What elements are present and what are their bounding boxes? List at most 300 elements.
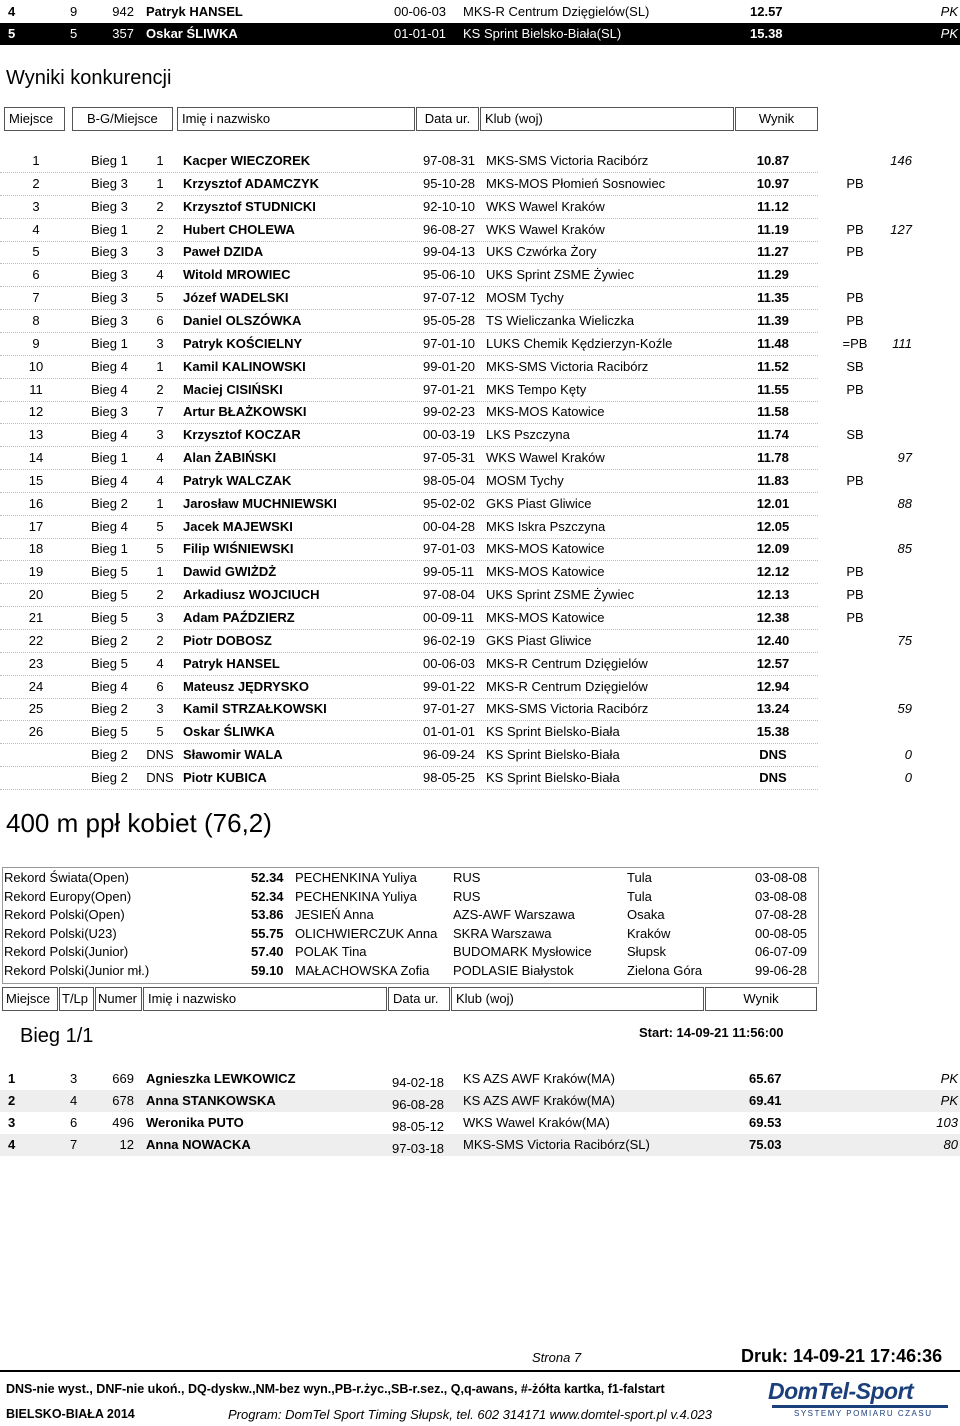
row-dob: 01-01-01 <box>394 26 447 41</box>
row-heat: Bieg 3 <box>91 198 128 214</box>
row-heat-place: 1 <box>156 153 164 168</box>
row-place: 20 <box>28 587 44 603</box>
record-label: Rekord Europy(Open) <box>4 888 132 904</box>
table-row <box>0 264 960 287</box>
row-lane: 3 <box>70 1071 78 1086</box>
row-club: UKS Czwórka Żory <box>486 244 597 260</box>
row-result: 11.58 <box>757 404 789 420</box>
row-name: Arkadiusz WOJCIUCH <box>183 587 320 603</box>
table-row <box>0 721 960 744</box>
record-club: RUS <box>453 870 481 885</box>
heat-row <box>0 1112 960 1134</box>
row-points: 0 <box>904 747 912 763</box>
row-dob: 01-01-01 <box>423 724 476 740</box>
row-place: 1 <box>32 153 40 168</box>
row-dob: 98-05-04 <box>423 472 476 488</box>
row-result: 10.97 <box>756 175 790 191</box>
row-result: DNS <box>759 747 787 763</box>
row-dob: 00-04-28 <box>423 518 476 534</box>
row-place: 1 <box>8 1071 16 1086</box>
table-row <box>0 196 960 219</box>
row-dob: 99-04-13 <box>423 244 476 260</box>
print-timestamp: Druk: 14-09-21 17:46:36 <box>741 1346 943 1366</box>
row-name: Jarosław MUCHNIEWSKI <box>183 495 337 511</box>
row-dob: 95-02-02 <box>423 495 476 511</box>
row-heat-place: 3 <box>156 701 164 717</box>
record-time: 52.34 <box>251 870 284 885</box>
row-heat: Bieg 2 <box>91 769 128 785</box>
row-dob: 96-09-24 <box>423 747 476 763</box>
heat-title: Bieg 1/1 <box>20 1025 94 1047</box>
row-place: 5 <box>32 244 40 260</box>
row-result: 11.48 <box>757 335 789 351</box>
page-number: Strona 7 <box>532 1350 582 1365</box>
row-club: MKS-SMS Victoria Racibórz <box>486 701 649 717</box>
row-lane: 9 <box>70 4 78 19</box>
row-dob: 92-10-10 <box>423 198 476 214</box>
row-name: Daniel OLSZÓWKA <box>183 312 302 328</box>
row-name: Patryk WALCZAK <box>183 472 292 488</box>
row-place: 25 <box>28 701 44 717</box>
row-heat-place: 3 <box>156 335 164 351</box>
row-club: UKS Sprint ZSME Żywiec <box>486 267 635 283</box>
row-heat-place: 3 <box>156 610 164 625</box>
row-points: 88 <box>897 495 912 511</box>
row-name: Patryk HANSEL <box>146 4 243 19</box>
row-dob: 94-02-18 <box>392 1075 445 1090</box>
row-result: 12.09 <box>756 541 790 557</box>
record-label: Rekord Polski(Junior mł.) <box>4 963 150 978</box>
row-result: 69.53 <box>749 1115 782 1130</box>
row-name: Alan ŻABIŃSKI <box>183 450 277 466</box>
row-result: 11.19 <box>757 221 789 237</box>
record-club: SKRA Warszawa <box>453 925 552 941</box>
row-club: MKS-MOS Katowice <box>486 564 605 580</box>
top-row <box>0 1 960 23</box>
table-row <box>0 630 960 653</box>
row-heat-place: 2 <box>156 381 164 397</box>
row-points: 0 <box>904 769 912 785</box>
heat-row <box>0 1068 960 1090</box>
record-row <box>0 925 815 944</box>
row-place: 8 <box>32 312 40 328</box>
record-place: Tula <box>627 870 652 885</box>
row-result: 10.87 <box>756 153 790 168</box>
row-heat: Bieg 2 <box>91 701 128 717</box>
event-title: 400 m ppł kobiet (76,2) <box>6 808 272 838</box>
table-row <box>0 561 960 584</box>
row-note: PK <box>940 4 958 19</box>
record-row <box>0 869 815 888</box>
table-row <box>0 607 960 630</box>
row-place: 11 <box>29 381 43 397</box>
heat-col-result: Wynik <box>705 987 817 1011</box>
record-date: 03-08-08 <box>755 870 808 885</box>
row-heat-place: 1 <box>156 358 164 374</box>
row-dob: 97-05-31 <box>423 450 476 466</box>
row-note: PB <box>846 221 864 237</box>
row-dob: 97-08-31 <box>423 153 476 168</box>
row-club: WKS Wawel Kraków <box>486 198 605 214</box>
row-heat: Bieg 1 <box>91 221 128 237</box>
row-name: Krzysztof KOCZAR <box>183 427 301 443</box>
row-note: 80 <box>943 1137 958 1152</box>
row-result: 12.94 <box>756 678 790 694</box>
row-heat: Bieg 2 <box>91 747 128 763</box>
row-name: Adam PAŹDZIERZ <box>183 610 295 625</box>
row-result: 69.41 <box>749 1093 782 1108</box>
row-club: WKS Wawel Kraków(MA) <box>463 1115 610 1130</box>
row-result: 11.83 <box>757 472 789 488</box>
row-dob: 98-05-25 <box>423 769 476 785</box>
row-heat: Bieg 3 <box>91 290 128 306</box>
col-header-result: Wynik <box>735 107 818 131</box>
row-club: UKS Sprint ZSME Żywiec <box>486 587 635 603</box>
row-club: WKS Wawel Kraków <box>486 450 605 466</box>
row-place: 23 <box>28 655 44 671</box>
table-row <box>0 470 960 493</box>
row-heat-place: 2 <box>156 632 164 648</box>
col-header-club: Klub (woj) <box>480 107 734 131</box>
table-row <box>0 150 960 173</box>
row-heat-place: 6 <box>156 678 164 694</box>
row-club: LKS Pszczyna <box>486 427 570 443</box>
row-name: Maciej CISIŃSKI <box>183 381 283 397</box>
row-heat: Bieg 1 <box>91 450 128 466</box>
row-heat-place: 3 <box>156 244 164 260</box>
row-dob: 99-01-22 <box>423 678 476 694</box>
row-place: 14 <box>28 450 44 466</box>
row-note: 103 <box>936 1115 958 1130</box>
row-place: 6 <box>32 267 40 283</box>
row-club: MOSM Tychy <box>486 472 564 488</box>
row-place: 3 <box>8 1115 16 1130</box>
row-club: MKS-R Centrum Dzięgielów(SL) <box>463 4 650 19</box>
row-dob: 99-02-23 <box>423 404 476 420</box>
row-club: MKS-R Centrum Dzięgielów <box>486 655 648 671</box>
row-heat: Bieg 4 <box>91 472 128 488</box>
row-dob: 99-05-11 <box>423 564 475 580</box>
row-result: 12.57 <box>750 4 783 19</box>
row-note: PB <box>846 175 864 191</box>
row-note: SB <box>846 358 864 374</box>
heat-col-name: Imię i nazwisko <box>143 987 387 1011</box>
row-club: MKS Iskra Pszczyna <box>486 518 606 534</box>
row-heat-place: 4 <box>156 267 164 283</box>
row-club: KS Sprint Bielsko-Biała <box>486 769 620 785</box>
row-dob: 99-01-20 <box>423 358 476 374</box>
row-place: 2 <box>32 175 40 191</box>
row-name: Oskar ŚLIWKA <box>146 26 238 41</box>
footer-city: BIELSKO-BIAŁA 2014 <box>6 1407 135 1421</box>
record-holder: PECHENKINA Yuliya <box>295 888 417 904</box>
table-row <box>0 424 960 447</box>
row-place: 16 <box>28 495 44 511</box>
row-result: 11.35 <box>757 290 789 306</box>
record-place: Osaka <box>627 907 665 923</box>
row-place: 22 <box>28 632 44 648</box>
row-club: TS Wieliczanka Wieliczka <box>486 312 635 328</box>
row-bib: 357 <box>112 26 134 41</box>
row-club: MKS-R Centrum Dzięgielów <box>486 678 648 694</box>
table-row <box>0 584 960 607</box>
row-bib: 12 <box>119 1137 134 1152</box>
record-date: 07-08-28 <box>755 907 808 923</box>
row-dob: 97-01-10 <box>423 335 476 351</box>
row-name: Piotr DOBOSZ <box>183 632 272 648</box>
row-heat: Bieg 5 <box>91 724 128 740</box>
record-place: Tula <box>627 888 652 904</box>
row-dob: 00-06-03 <box>394 4 447 19</box>
table-row <box>0 310 960 333</box>
row-place: 10 <box>28 358 44 374</box>
row-note: PK <box>940 1071 958 1086</box>
record-time: 59.10 <box>251 963 284 978</box>
row-name: Dawid GWIŻDŻ <box>183 564 277 580</box>
row-club: MOSM Tychy <box>486 290 564 306</box>
table-row <box>0 287 960 310</box>
record-place: Zielona Góra <box>627 963 703 978</box>
row-result: 12.05 <box>756 518 790 534</box>
row-name: Krzysztof STUDNICKI <box>183 198 316 214</box>
record-label: Rekord Polski(U23) <box>4 925 117 941</box>
table-row <box>0 698 960 721</box>
row-name: Sławomir WALA <box>183 747 283 763</box>
row-club: WKS Wawel Kraków <box>486 221 605 237</box>
row-name: Jacek MAJEWSKI <box>183 518 293 534</box>
row-club: KS Sprint Bielsko-Biała(SL) <box>463 26 622 41</box>
record-time: 57.40 <box>251 944 284 960</box>
row-dob: 00-03-19 <box>423 427 476 443</box>
record-date: 06-07-09 <box>755 944 808 960</box>
table-row <box>0 219 960 242</box>
record-club: AZS-AWF Warszawa <box>453 907 575 923</box>
row-heat-place: 1 <box>156 175 164 191</box>
record-place: Słupsk <box>627 944 667 960</box>
row-name: Krzysztof ADAMCZYK <box>183 175 320 191</box>
row-points: 146 <box>890 153 912 168</box>
row-place: 5 <box>8 26 16 41</box>
row-name: Oskar ŚLIWKA <box>183 724 275 740</box>
row-points: 85 <box>897 541 912 557</box>
row-heat: Bieg 3 <box>91 404 128 420</box>
heat-start-time: Start: 14-09-21 11:56:00 <box>639 1025 784 1040</box>
record-row <box>0 888 815 907</box>
row-club: MKS-SMS Victoria Racibórz <box>486 153 649 168</box>
row-heat-place: 2 <box>156 221 164 237</box>
row-result: 11.55 <box>757 381 789 397</box>
row-lane: 4 <box>70 1093 78 1108</box>
row-heat-place: 2 <box>156 198 164 214</box>
record-time: 52.34 <box>251 888 284 904</box>
row-points: 59 <box>897 701 912 717</box>
row-club: MKS-MOS Katowice <box>486 404 605 420</box>
row-heat-place: 5 <box>156 541 164 557</box>
row-dob: 95-10-28 <box>423 175 476 191</box>
row-result: 11.39 <box>757 312 789 328</box>
row-place: 2 <box>8 1093 16 1108</box>
record-time: 55.75 <box>251 925 284 941</box>
row-heat-place: 4 <box>156 655 164 671</box>
row-club: MKS-MOS Katowice <box>486 541 605 557</box>
record-club: RUS <box>453 888 481 904</box>
row-heat-place: 7 <box>156 404 164 420</box>
row-points: 127 <box>890 221 912 237</box>
row-place: 7 <box>32 290 40 306</box>
row-heat: Bieg 1 <box>91 541 128 557</box>
row-place: 4 <box>8 1137 16 1152</box>
top-row <box>0 23 960 45</box>
logo-subtitle: SYSTEMY POMIARU CZASU <box>794 1409 933 1418</box>
row-club: MKS-MOS Płomień Sosnowiec <box>486 175 666 191</box>
row-bib: 496 <box>112 1115 134 1130</box>
row-note: PB <box>846 244 864 260</box>
row-heat: Bieg 3 <box>91 267 128 283</box>
row-heat-place: 5 <box>156 724 164 740</box>
record-label: Rekord Świata(Open) <box>4 870 129 885</box>
row-name: Patryk HANSEL <box>183 655 280 671</box>
row-heat: Bieg 3 <box>91 312 128 328</box>
row-dob: 00-06-03 <box>423 655 476 671</box>
legend-text: DNS-nie wyst., DNF-nie ukoń., DQ-dyskw.,NM-bez wyn.,PB-r.życ.,SB-r.sez., Q,q-awans, #-żółta kartka, f1-falstart <box>6 1382 665 1396</box>
table-row <box>0 379 960 402</box>
record-holder: JESIEŃ Anna <box>295 907 374 923</box>
footer-divider <box>0 1370 960 1372</box>
row-name: Kamil KALINOWSKI <box>183 358 306 374</box>
table-row <box>0 447 960 470</box>
domtel-logo <box>768 1378 954 1422</box>
row-dob: 97-01-03 <box>423 541 476 557</box>
row-lane: 7 <box>70 1137 78 1152</box>
col-header-heat: B-G/Miejsce <box>72 107 173 131</box>
table-row <box>0 241 960 264</box>
table-row <box>0 356 960 379</box>
row-name: Artur BŁAŻKOWSKI <box>183 404 307 420</box>
record-time: 53.86 <box>251 907 284 923</box>
row-divider <box>0 789 818 790</box>
row-heat-place: 1 <box>156 495 164 511</box>
heat-col-dob: Data ur. <box>388 987 450 1011</box>
row-club: KS Sprint Bielsko-Biała <box>486 724 620 740</box>
row-note: PB <box>846 290 864 306</box>
row-result: 65.67 <box>749 1071 782 1086</box>
record-date: 03-08-08 <box>755 888 808 904</box>
row-heat-place: 4 <box>156 472 164 488</box>
table-row <box>0 401 960 424</box>
row-heat-place: 1 <box>156 564 164 580</box>
logo-swoosh <box>772 1405 948 1408</box>
row-heat: Bieg 5 <box>91 564 128 580</box>
row-heat: Bieg 3 <box>91 244 128 260</box>
row-club: MKS-MOS Katowice <box>486 610 605 625</box>
record-holder: OLICHWIERCZUK Anna <box>295 925 438 941</box>
row-heat: Bieg 3 <box>91 175 128 191</box>
row-heat-place: 5 <box>156 518 164 534</box>
row-result: 12.12 <box>756 564 790 580</box>
record-row <box>0 943 815 962</box>
row-heat-place: DNS <box>146 747 174 763</box>
row-name: Anna STANKOWSKA <box>146 1093 276 1108</box>
row-place: 13 <box>28 427 44 443</box>
row-bib: 942 <box>112 4 134 19</box>
row-result: 11.78 <box>757 450 789 466</box>
record-place: Kraków <box>627 925 671 941</box>
row-dob: 95-06-10 <box>423 267 476 283</box>
row-heat: Bieg 5 <box>91 655 128 671</box>
row-heat: Bieg 4 <box>91 381 128 397</box>
table-row <box>0 676 960 699</box>
table-row <box>0 516 960 539</box>
row-dob: 96-08-27 <box>423 221 476 237</box>
row-lane: 5 <box>70 26 78 41</box>
row-result: 12.01 <box>756 495 790 511</box>
row-name: Mateusz JĘDRYSKO <box>183 678 309 694</box>
record-holder: POLAK Tina <box>295 944 367 960</box>
table-row <box>0 744 960 767</box>
row-dob: 96-08-28 <box>392 1097 445 1112</box>
row-club: MKS-SMS Victoria Racibórz(SL) <box>463 1137 650 1152</box>
heat-col-bib: Numer <box>95 987 142 1011</box>
row-result: 11.29 <box>757 267 789 283</box>
record-row <box>0 906 815 925</box>
record-date: 99-06-28 <box>755 963 808 978</box>
row-place: 4 <box>8 4 16 19</box>
row-result: 75.03 <box>749 1137 782 1152</box>
record-date: 00-08-05 <box>755 925 808 941</box>
row-dob: 97-08-04 <box>423 587 476 603</box>
row-name: Paweł DZIDA <box>183 244 264 260</box>
row-heat-place: 4 <box>156 450 164 466</box>
row-note: =PB <box>842 335 868 351</box>
row-heat: Bieg 1 <box>91 153 128 168</box>
record-club: BUDOMARK Mysłowice <box>453 944 592 960</box>
row-heat-place: DNS <box>146 769 174 785</box>
row-heat: Bieg 4 <box>91 358 128 374</box>
row-result: 11.12 <box>757 198 789 214</box>
row-dob: 97-07-12 <box>423 290 476 306</box>
row-place: 15 <box>28 472 44 488</box>
row-dob: 00-09-11 <box>423 610 475 625</box>
row-result: 12.57 <box>756 655 790 671</box>
row-place: 3 <box>32 198 40 214</box>
row-note: PB <box>846 610 864 625</box>
row-dob: 97-01-21 <box>423 381 476 397</box>
row-heat: Bieg 5 <box>91 587 128 603</box>
row-note: PK <box>940 26 958 41</box>
row-place: 4 <box>32 221 40 237</box>
row-club: KS AZS AWF Kraków(MA) <box>463 1093 615 1108</box>
row-place: 19 <box>28 564 44 580</box>
heat-row <box>0 1134 960 1156</box>
table-row <box>0 653 960 676</box>
row-place: 21 <box>28 610 44 625</box>
table-row <box>0 767 960 790</box>
row-result: 13.24 <box>756 701 790 717</box>
row-name: Anna NOWACKA <box>146 1137 251 1152</box>
record-row <box>0 962 815 981</box>
col-header-place: Miejsce <box>4 107 65 131</box>
row-name: Hubert CHOLEWA <box>183 221 295 237</box>
row-place: 9 <box>32 335 40 351</box>
row-dob: 98-05-12 <box>392 1119 445 1134</box>
row-note: PK <box>940 1093 958 1108</box>
heat-col-lane: T/Lp <box>59 987 94 1011</box>
row-place: 26 <box>28 724 44 740</box>
row-note: SB <box>846 427 864 443</box>
row-result: 12.40 <box>756 632 790 648</box>
row-points: 75 <box>897 632 912 648</box>
row-result: 11.52 <box>757 358 789 374</box>
